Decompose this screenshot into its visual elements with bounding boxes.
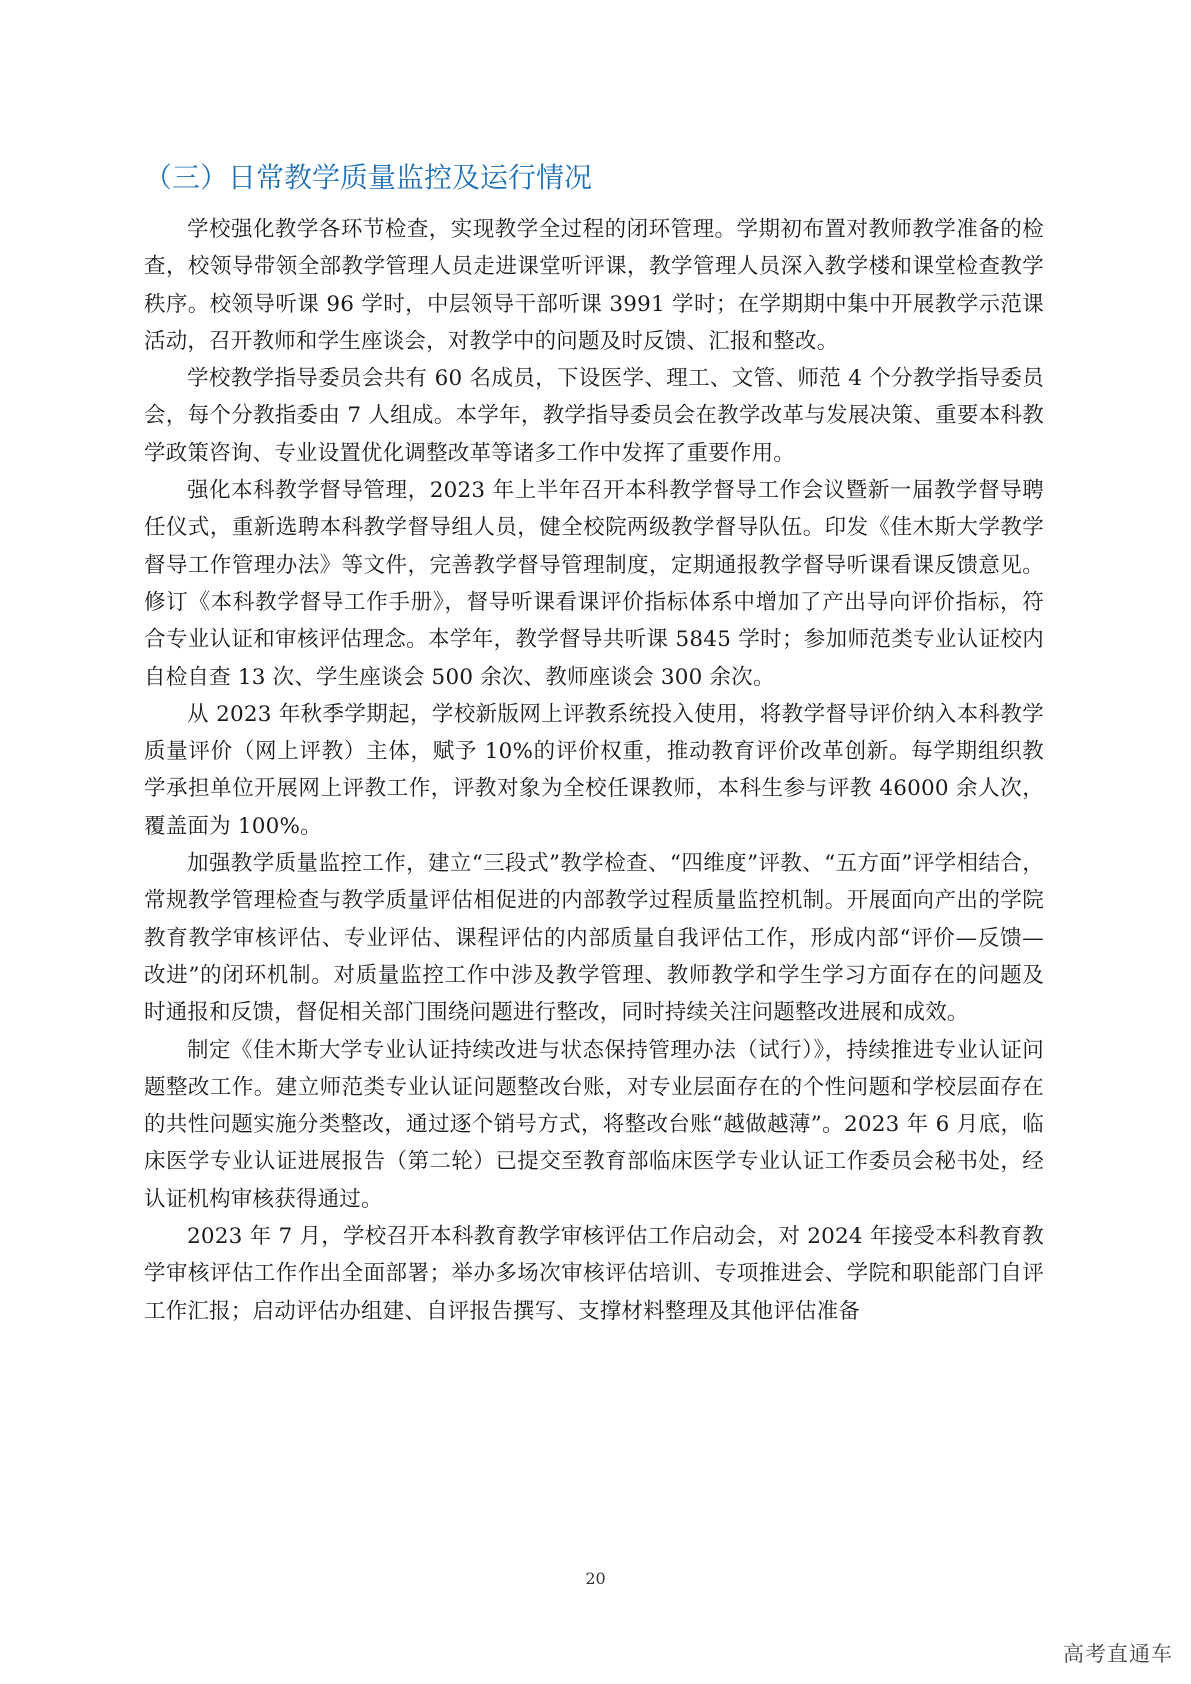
section-title: （三）日常教学质量监控及运行情况: [144, 161, 593, 194]
paragraph-6: 制定《佳木斯大学专业认证持续改进与状态保持管理办法（试行）》，持续推进专业认证问题整改工作。建立师范类专业认证问题整改台账，对专业层面存在的个性问题和学校层面存在的共性问题实施分类整改，通过逐个销号方式，将整改台账“越做越薄”。2023 年 6 月底，临床医学专业认证进展报告（第二轮）已提交至教育部临床医学专业认证工作委员会秘书处，经认证机构审核获得通过。: [144, 1037, 1044, 1212]
paragraph-7: 2023 年 7 月，学校召开本科教育教学审核评估工作启动会，对 2024 年接受本科教育教学审核评估工作作出全面部署；举办多场次审核评估培训、专项推进会、学院和职能部门自评工作汇报；启动评估办组建、自评报告撰写、支撑材料整理及其他评估准备: [144, 1224, 1044, 1324]
page-number: 20: [585, 1569, 606, 1588]
watermark: 高考直通车: [1063, 1642, 1173, 1666]
paragraph-5: 加强教学质量监控工作，建立“三段式”教学检查、“四维度”评教、“五方面”评学相结合，常规教学管理检查与教学质量评估相促进的内部教学过程质量监控机制。开展面向产出的学院教育教学审核评估、专业评估、课程评估的内部质量自我评估工作，形成内部“评价—反馈—改进”的闭环机制。对质量监控工作中涉及教学管理、教师教学和学生学习方面存在的问题及时通报和反馈，督促相关部门围绕问题进行整改，同时持续关注问题整改进展和成效。: [144, 851, 1044, 1026]
paragraph-4: 从 2023 年秋季学期起，学校新版网上评教系统投入使用，将教学督导评价纳入本科教学质量评价（网上评教）主体，赋予 10%的评价权重，推动教育评价改革创新。每学期组织教学承担单位开展网上评教工作，评教对象为全校任课教师，本科生参与评教 46000 余人次，覆盖面为 100%。: [144, 701, 1044, 839]
paragraph-1: 学校强化教学各环节检查，实现教学全过程的闭环管理。学期初布置对教师教学准备的检查，校领导带领全部教学管理人员走进课堂听评课，教学管理人员深入教学楼和课堂检查教学秩序。校领导听课 96 学时，中层领导干部听课 3991 学时；在学期期中集中开展教学示范课活动，召开教师和学生座谈会，对教学中的问题及时反馈、汇报和整改。: [144, 217, 1044, 354]
paragraph-2: 学校教学指导委员会共有 60 名成员，下设医学、理工、文管、师范 4 个分教学指导委员会，每个分教指委由 7 人组成。本学年，教学指导委员会在教学改革与发展决策、重要本科教学政策咨询、专业设置优化调整改革等诸多工作中发挥了重要作用。: [144, 366, 1044, 466]
paragraph-3: 强化本科教学督导管理，2023 年上半年召开本科教学督导工作会议暨新一届教学督导聘任仪式，重新选聘本科教学督导组人员，健全校院两级教学督导队伍。印发《佳木斯大学教学督导工作管理办法》等文件，完善教学督导管理制度，定期通报教学督导听课看课反馈意见。修订《本科教学督导工作手册》，督导听课看课评价指标体系中增加了产出导向评价指标，符合专业认证和审核评估理念。本学年，教学督导共听课 5845 学时；参加师范类专业认证校内自检自查 13 次、学生座谈会 500 余次、教师座谈会 300 余次。: [144, 478, 1044, 690]
body-text: [144, 211, 1044, 1330]
